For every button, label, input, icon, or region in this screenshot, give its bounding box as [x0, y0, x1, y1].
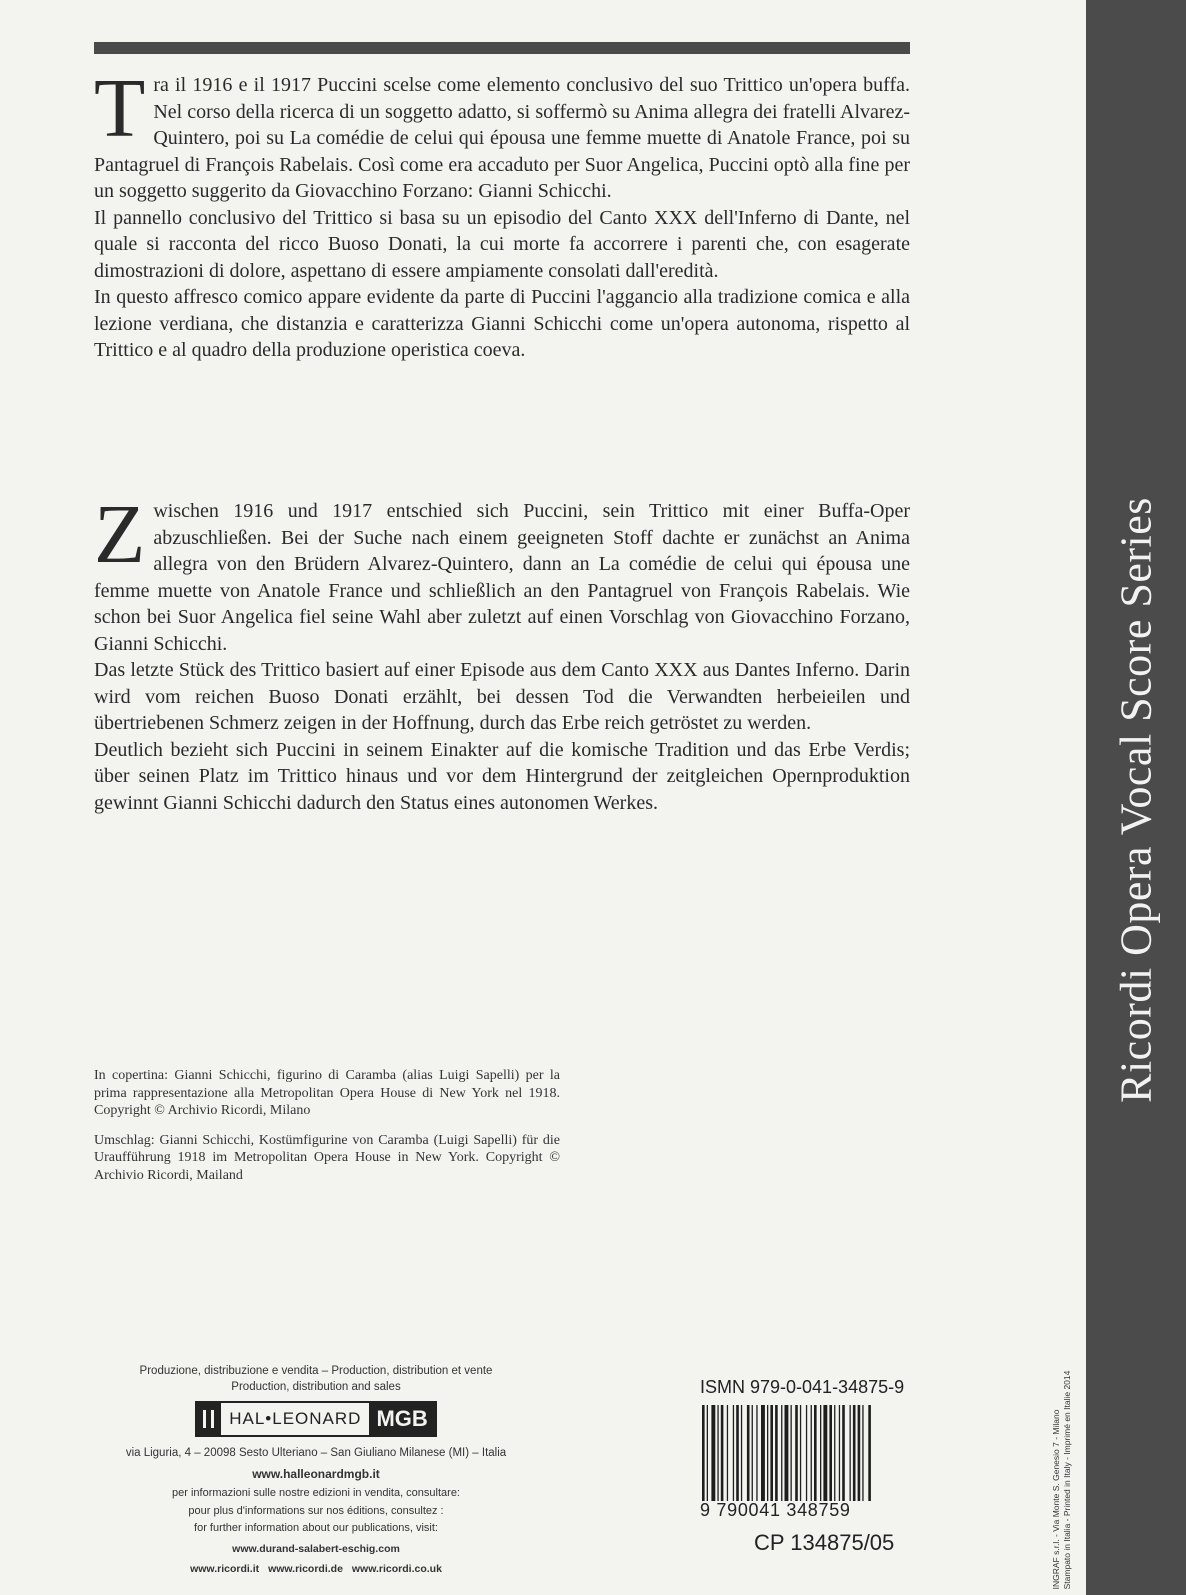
barcode-bar	[829, 1405, 832, 1501]
barcode-bar	[834, 1405, 835, 1501]
caption-german: Umschlag: Gianni Schicchi, Kostümfigurine von Caramba (Luigi Sapelli) für die Uraufführung 1918 im Metropolitan Opera House in New York. Copyright © Archivio Ricordi, Mailand	[94, 1132, 560, 1183]
cover-captions	[94, 1067, 560, 1196]
catalog-number: CP 134875/05	[754, 1530, 895, 1555]
german-text	[94, 488, 910, 816]
barcode-bar	[868, 1405, 871, 1501]
printer-line-2: Stampato in Italia - Printed in Italy - Imprimé en Italie 2014	[1062, 1370, 1072, 1590]
barcode-bar	[752, 1405, 753, 1501]
link-ricordi-uk: www.ricordi.co.uk	[351, 1562, 442, 1575]
barcode-bar	[850, 1405, 851, 1501]
german-paragraph-3: Deutlich bezieht sich Puccini in seinem Einakter auf die komische Tradition und das Erbe Verdis; über seinen Platz im Trittico hinaus und vor dem Hintergrund der zeitgleichen Opernproduktion gewinnt Gianni Schicchi dadurch den Status eines autonomen Werkes.	[94, 738, 910, 814]
barcode-bar	[862, 1405, 863, 1501]
publisher-heading-2: Production, distribution and sales	[231, 1381, 401, 1393]
printer-info	[1051, 1371, 1073, 1590]
barcode-bar	[747, 1405, 750, 1501]
ricordi-links	[96, 1562, 536, 1576]
barcode-bar	[814, 1405, 817, 1501]
italian-text	[94, 62, 910, 364]
barcode-bar	[839, 1405, 840, 1501]
barcode-bar	[702, 1405, 705, 1501]
publisher-website: www.halleonardmgb.it	[252, 1467, 380, 1481]
barcode-bar	[842, 1405, 845, 1501]
barcode-bar	[727, 1405, 728, 1501]
barcode-bar	[775, 1405, 778, 1501]
caption-italian: In copertina: Gianni Schicchi, figurino di Caramba (alias Luigi Sapelli) per la prima rappresentazione alla Metropolitan Opera House di New York nel 1918. Copyright © Archivio Ricordi, Milano	[94, 1068, 560, 1118]
barcode-bar	[791, 1405, 792, 1501]
barcode-bar	[741, 1405, 742, 1501]
logo-mgb: MGB	[369, 1403, 434, 1435]
german-dropcap: Z	[94, 488, 146, 581]
ismn-number: ISMN 979-0-041-34875-9	[700, 1377, 905, 1397]
barcode-bar	[767, 1405, 768, 1501]
barcode-bar	[811, 1405, 812, 1501]
barcode-bar	[800, 1405, 801, 1501]
italian-dropcap: T	[94, 62, 146, 155]
info-line-2: pour plus d'informations sur nos éditions, consultez :	[188, 1504, 444, 1517]
barcode-bar	[711, 1405, 715, 1501]
barcode-bar	[858, 1405, 861, 1501]
logo-text: HAL•LEONARD	[221, 1403, 369, 1435]
barcode-bar	[736, 1405, 739, 1501]
barcode-bar	[761, 1405, 765, 1501]
series-title: Ricordi Opera Vocal Score Series	[1111, 497, 1161, 1103]
german-paragraph-2: Das letzte Stück des Trittico basiert auf einer Episode aus dem Canto XXX aus Dantes Inferno. Darin wird vom reichen Buoso Donati erzählt, bei dessen Tod die Verwandten herbeieilen und übertriebenen Schmerz zeigen in der Hoffnung, durch das Erbe reich getröstet zu werden.	[94, 659, 910, 734]
barcode-bar	[806, 1405, 807, 1501]
printer-line-1: INGRAF s.r.l. - Via Monte S. Genesio 7 - Milano	[1051, 1409, 1061, 1590]
info-line-3: for further information about our publications, visit:	[194, 1522, 438, 1534]
top-rule	[94, 42, 910, 54]
italian-paragraph-1: ra il 1916 e il 1917 Puccini scelse come elemento conclusivo del suo Trittico un'opera buffa. Nel corso della ricerca di un soggetto adatto, si soffermò su Anima allegra dei fratelli Alvarez-Quintero, poi su La comédie de celui qui épousa une femme muette di Anatole France, poi su Pantagruel di François Rabelais. Così come era accaduto per Suor Angelica, Puccini optò alla fine per un soggetto suggerito da Giovacchino Forzano: Gianni Schicchi.	[94, 74, 910, 202]
barcode-bar	[785, 1405, 789, 1501]
barcode-bar	[795, 1405, 798, 1501]
barcode-bar	[721, 1405, 724, 1501]
barcode-digits: 9 790041 348759	[700, 1500, 851, 1520]
barcode-bar	[853, 1405, 856, 1501]
barcode-bar	[756, 1405, 757, 1501]
link-durand: www.durand-salabert-eschig.com	[232, 1542, 400, 1555]
link-ricordi-it: www.ricordi.it	[190, 1562, 260, 1575]
publisher-address: via Liguria, 4 – 20098 Sesto Ulteriano – San Giuliano Milanese (MI) – Italia	[125, 1447, 507, 1459]
barcode	[700, 1405, 910, 1501]
publisher-block	[96, 1363, 536, 1576]
german-paragraph-1: wischen 1916 und 1917 entschied sich Puccini, sein Trittico mit einer Buffa-Oper abzuschließen. Bei der Suche nach einem geeigneten Stoff dachte er zunächst an Anima allegra von den Brüdern Alvarez-Quintero, dann an La comédie de celui qui épousa une femme muette von Anatole France und schließlich an den Pantagruel von François Rabelais. Wie schon bei Suor Angelica fiel seine Wahl aber zuletzt auf einen Vorschlag von Giovacchino Forzano, Gianni Schicchi.	[94, 500, 910, 655]
info-line-1: per informazioni sulle nostre edizioni in vendita, consultare:	[172, 1487, 460, 1499]
publisher-heading-1: Produzione, distribuzione e vendita – Production, distribution et vente	[139, 1365, 493, 1377]
barcode-bar	[820, 1405, 821, 1501]
barcode-bar	[733, 1405, 734, 1501]
barcode-bar	[717, 1405, 718, 1501]
link-ricordi-de: www.ricordi.de	[268, 1562, 343, 1575]
barcode-bar	[781, 1405, 782, 1501]
hal-leonard-mgb-logo	[195, 1401, 437, 1437]
barcode-bar	[707, 1405, 708, 1501]
barcode-bar	[770, 1405, 773, 1501]
hal-leonard-icon	[197, 1403, 221, 1435]
italian-paragraph-2: Il pannello conclusivo del Trittico si basa su un episodio del Canto XXX dell'Inferno di Dante, nel quale si racconta del ricco Buoso Donati, la cui morte fa accorrere i parenti che, con esagerate dimostrazioni di dolore, aspettano di essere ampiamente consolati dall'eredità.	[94, 206, 910, 282]
barcode-bar	[823, 1405, 827, 1501]
italian-paragraph-3: In questo affresco comico appare evidente da parte di Puccini l'aggancio alla tradizione comica e alla lezione verdiana, che distanzia e caratterizza Gianni Schicchi come un'opera autonoma, rispetto al Trittico e al quadro della produzione operistica coeva.	[94, 286, 910, 361]
